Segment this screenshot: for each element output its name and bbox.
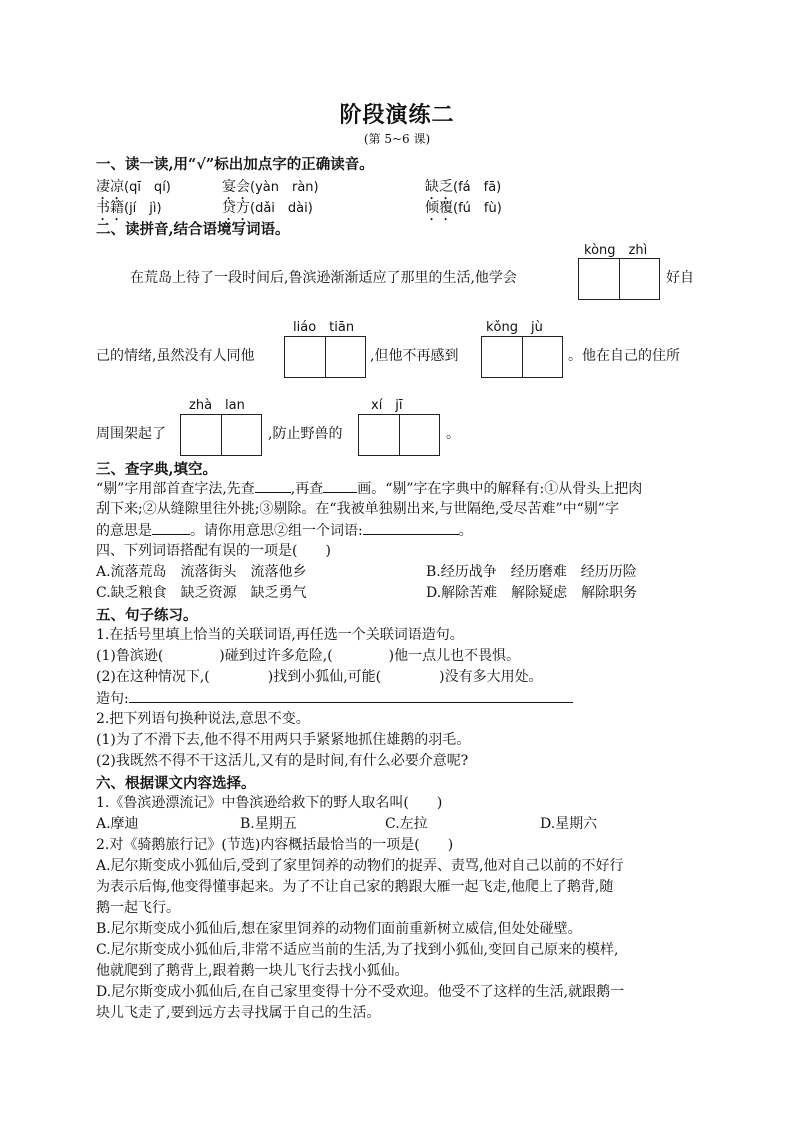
s1-item-3: 缺乏(fá fā) bbox=[425, 179, 502, 195]
s5-q1: 1.在括号里填上恰当的关联词语,再任选一个关联词语造句。 bbox=[96, 627, 464, 643]
pinyin-liaotian: liáo tiān bbox=[293, 320, 355, 335]
section3-heading: 三、查字典,填空。 bbox=[96, 461, 218, 478]
s1-item-5: 贷方(dǎi dài) bbox=[222, 200, 313, 216]
blank-radical[interactable] bbox=[255, 478, 291, 493]
s6-q1-option-a[interactable]: A.摩迪 bbox=[96, 816, 139, 832]
pinyin-zhalan: zhà lan bbox=[189, 398, 245, 413]
answer-grid-zhalan[interactable] bbox=[180, 414, 262, 456]
s6-q2-option-c-line1[interactable]: C.尼尔斯变成小狐仙后,非常不适应当前的生活,为了找到小狐仙,变回自己原来的模样, bbox=[96, 942, 619, 958]
page-title: 阶段演练二 bbox=[339, 102, 455, 128]
s1-item-2: 宴会(yàn ràn) bbox=[222, 179, 319, 195]
s2-line2b: ,但他不再感到 bbox=[370, 348, 459, 364]
section5-heading: 五、句子练习。 bbox=[96, 607, 198, 624]
section6-heading: 六、根据课文内容选择。 bbox=[96, 775, 256, 792]
answer-grid-kongju[interactable] bbox=[481, 336, 563, 378]
section4-heading: 四、下列词语搭配有误的一项是( ) bbox=[96, 543, 331, 559]
s2-line3c: 。 bbox=[446, 426, 460, 442]
answer-grid-liaotian[interactable] bbox=[284, 336, 366, 378]
s3-line2: 刮下来;②从缝隙里往外挑;③剔除。在“我被单独剔出来,与世隔绝,受尽苦难”中“剔”字 bbox=[96, 501, 619, 517]
s1-item-1: 凄凉(qī qí) bbox=[96, 179, 171, 195]
s6-q2-option-d-line2[interactable]: 块儿飞走了,要到远方去寻找属于自己的生活。 bbox=[96, 1005, 381, 1021]
answer-grid-kongzhi[interactable] bbox=[578, 258, 660, 300]
s1-item-6: 倾覆(fú fù) bbox=[425, 200, 502, 216]
pinyin-xiji: xí jī bbox=[371, 398, 403, 413]
s6-q2-option-b[interactable]: B.尼尔斯变成小狐仙后,想在家里饲养的动物们面前重新树立威信,但处处碰壁。 bbox=[96, 921, 582, 937]
section2-heading: 二、读拼音,结合语境写词语。 bbox=[96, 221, 290, 238]
s6-q2-option-a-line1[interactable]: A.尼尔斯变成小狐仙后,受到了家里饲养的动物们的捉弄、责骂,他对自己以前的不好行 bbox=[96, 858, 624, 874]
s5-q2-2: (2)我既然不得不干这活儿,又有的是时间,有什么必要介意呢? bbox=[96, 753, 469, 769]
s6-q2: 2.对《骑鹅旅行记》(节选)内容概括最恰当的一项是( ) bbox=[96, 837, 454, 853]
s6-q1: 1.《鲁滨逊漂流记》中鲁滨逊给救下的野人取名叫( ) bbox=[96, 795, 443, 811]
blank-sentence[interactable] bbox=[129, 688, 573, 703]
page-subtitle: (第 5~6 课) bbox=[363, 132, 431, 146]
s3-line3: 的意思是 。请你用意思②组一个词语: 。 bbox=[96, 520, 473, 541]
s6-q1-option-c[interactable]: C.左拉 bbox=[385, 816, 428, 832]
s2-line2c: 。他在自己的住所 bbox=[568, 348, 680, 364]
s1-item-4: 书籍(jí jì) bbox=[96, 200, 162, 216]
blank-strokes[interactable] bbox=[323, 478, 357, 493]
s2-line3a: 周围架起了 bbox=[96, 426, 166, 442]
answer-grid-xiji[interactable] bbox=[358, 414, 440, 456]
s5-q2-1: (1)为了不滑下去,他不得不用两只手紧紧地抓住雄鹅的羽毛。 bbox=[96, 732, 471, 748]
s6-q1-option-d[interactable]: D.星期六 bbox=[540, 816, 598, 832]
s2-line1a: 在荒岛上待了一段时间后,鲁滨逊渐渐适应了那里的生活,他学会 bbox=[130, 270, 517, 286]
blank-meaning[interactable] bbox=[152, 520, 190, 535]
s5-zaoju: 造句: bbox=[96, 688, 573, 709]
s6-q2-option-a-line2[interactable]: 为表示后悔,他变得懂事起来。为了不让自己家的鹅跟大雁一起飞走,他爬上了鹅背,随 bbox=[96, 879, 614, 895]
s2-line1b: 好自 bbox=[666, 270, 694, 286]
s6-q2-option-d-line1[interactable]: D.尼尔斯变成小狐仙后,在自己家里变得十分不受欢迎。他受不了这样的生活,就跟鹅一 bbox=[96, 984, 625, 1000]
s6-q2-option-c-line2[interactable]: 他就爬到了鹅背上,跟着鹅一块儿飞行去找小狐仙。 bbox=[96, 963, 409, 979]
blank-word[interactable] bbox=[363, 520, 459, 535]
s5-q1-1: (1)鲁滨逊( )碰到过许多危险,( )他一点儿也不畏惧。 bbox=[96, 648, 521, 664]
s6-q1-option-b[interactable]: B.星期五 bbox=[240, 816, 297, 832]
s3-line1: “剔”字用部首查字法,先查 ,再查 画。“剔”字在字典中的解释有:①从骨头上把肉 bbox=[96, 478, 642, 499]
section1-heading: 一、读一读,用“√”标出加点字的正确读音。 bbox=[96, 156, 374, 173]
pinyin-kongzhi: kòng zhì bbox=[584, 243, 648, 258]
s4-option-c[interactable]: C.缺乏粮食 缺乏资源 缺乏勇气 bbox=[96, 585, 307, 601]
pinyin-kongju: kǒng jù bbox=[486, 320, 543, 335]
s2-line2a: 己的情绪,虽然没有人同他 bbox=[96, 348, 255, 364]
s6-q2-option-a-line3[interactable]: 鹅一起飞行。 bbox=[96, 900, 180, 916]
s2-line3b: ,防止野兽的 bbox=[268, 426, 343, 442]
s5-q2: 2.把下列语句换种说法,意思不变。 bbox=[96, 711, 310, 727]
s5-q1-2: (2)在这种情况下,( )找到小狐仙,可能( )没有多大用处。 bbox=[96, 669, 543, 685]
s4-option-b[interactable]: B.经历战争 经历磨难 经历历险 bbox=[426, 564, 637, 580]
s4-option-d[interactable]: D.解除苦难 解除疑虑 解除职务 bbox=[426, 585, 638, 601]
s4-option-a[interactable]: A.流落荒岛 流落街头 流落他乡 bbox=[96, 564, 307, 580]
